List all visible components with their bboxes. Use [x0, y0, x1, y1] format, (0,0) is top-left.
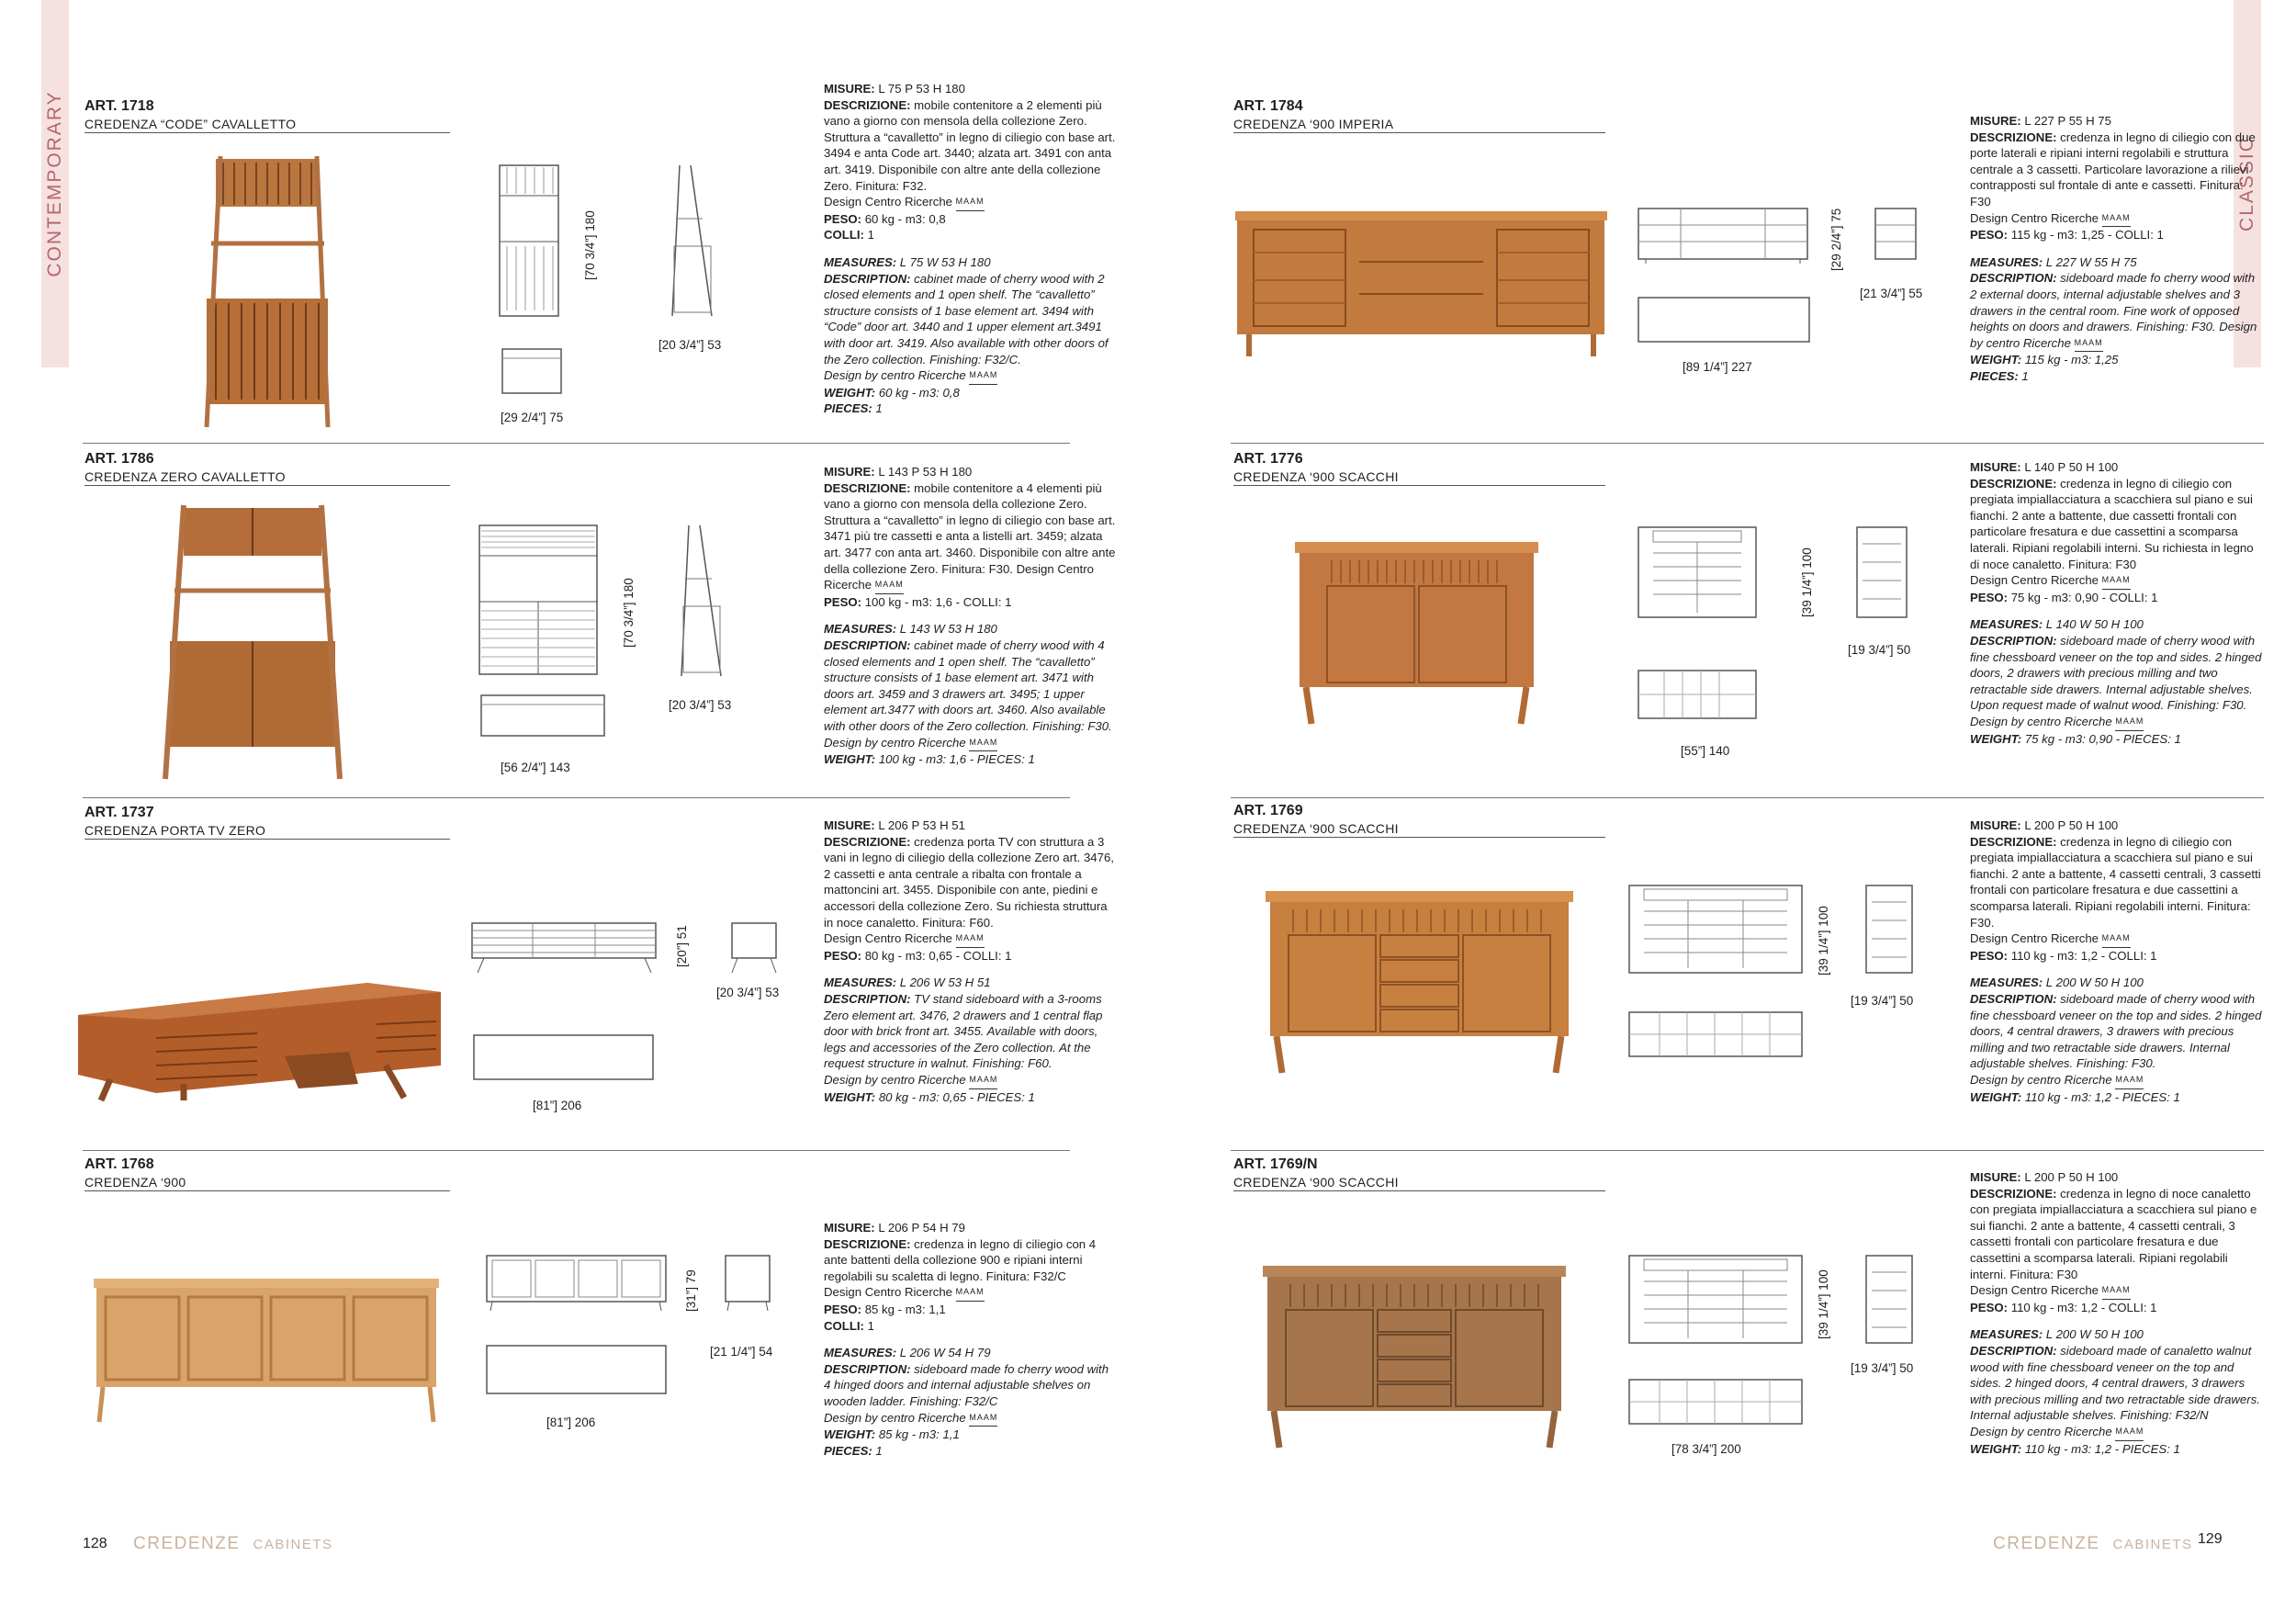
spec-value: L 206 P 53 H 51 — [874, 818, 965, 832]
spec-value: Design by centro Ricerche — [824, 1410, 966, 1425]
top-view-1776 — [1637, 669, 1761, 724]
spec-value: credenza in legno di ciliegio con due porte laterali e ripiani interni regolabili e struttura centrale a 3 cassetti. Particolare lavorazione a rilievi contrapposti sul frontale di ante e cassetti. Finitura: F30 — [1970, 130, 2256, 209]
top-view-1769 — [1627, 1010, 1806, 1061]
spec-value: Design by centro Ricerche — [1970, 1072, 2112, 1087]
spec-value: 100 kg - m3: 1,6 - PIECES: 1 — [875, 752, 1035, 767]
product-description — [824, 464, 1116, 768]
depth-dimension: [19 3/4”] 50 — [1851, 994, 1914, 1008]
product-heading — [84, 1156, 450, 1191]
product-heading — [1233, 802, 1605, 838]
depth-dimension: [20 3/4”] 53 — [669, 698, 732, 712]
spec-label: PESO: — [1970, 228, 2009, 242]
depth-dimension: [20 3/4”] 53 — [716, 986, 780, 999]
article-number: ART. 1769 — [1233, 803, 1303, 818]
spec-label: MEASURES: — [824, 976, 897, 990]
spec-label: DESCRIPTION: — [1970, 991, 2057, 1006]
width-dimension: [81”] 206 — [533, 1099, 582, 1112]
product-description — [1970, 113, 2264, 385]
side-elevation-1769 — [1864, 884, 1918, 980]
side-elevation-1718 — [670, 164, 716, 320]
spec-value: 80 kg - m3: 0,65 - PIECES: 1 — [875, 1089, 1035, 1104]
front-elevation-1769 — [1627, 884, 1806, 980]
description-italian — [824, 818, 1116, 964]
page-number: 129 — [2198, 1531, 2223, 1547]
spec-label: DESCRIZIONE: — [1970, 476, 2057, 491]
section-label: CONTEMPORARY — [44, 90, 65, 277]
height-dimension: [39 1/4”] 100 — [1817, 906, 1830, 976]
spec-value: 115 kg - m3: 1,25 — [2021, 353, 2119, 367]
spec-value: Design by centro Ricerche — [1970, 1424, 2112, 1438]
description-italian — [1970, 459, 2264, 605]
spec-label: MISURE: — [1970, 1170, 2021, 1184]
front-elevation-1786 — [478, 524, 602, 680]
spec-value: 115 kg - m3: 1,25 - COLLI: 1 — [2008, 228, 2164, 242]
spec-label: PESO: — [824, 1302, 862, 1316]
spec-label: MEASURES: — [1970, 254, 2043, 269]
spec-label: WEIGHT: — [1970, 1441, 2022, 1456]
spec-value: 1 — [863, 1318, 874, 1333]
width-dimension: [89 1/4”] 227 — [1683, 360, 1752, 374]
spec-value: Design Centro Ricerche — [1970, 573, 2099, 588]
height-dimension: [70 3/4”] 180 — [583, 210, 597, 280]
spec-value: L 143 W 53 H 180 — [896, 622, 997, 637]
depth-dimension: [19 3/4”] 50 — [1848, 643, 1911, 657]
front-elevation-1737 — [470, 921, 658, 976]
front-elevation-1768 — [485, 1254, 669, 1314]
spec-value: L 143 P 53 H 180 — [874, 465, 973, 479]
row-divider — [1231, 1150, 2264, 1151]
footer-subcategory: CABINETS — [253, 1537, 333, 1552]
spec-value: L 200 P 50 H 100 — [2020, 818, 2119, 832]
top-view-1737 — [472, 1033, 656, 1084]
article-number: ART. 1776 — [1233, 451, 1303, 467]
description-english — [1970, 975, 2264, 1105]
spec-label: MEASURES: — [1970, 976, 2043, 990]
maam-logo: MAAM — [2115, 714, 2144, 731]
product-name: CREDENZA ‘900 — [84, 1175, 186, 1190]
spec-value: 1 — [2018, 368, 2029, 383]
product-name: CREDENZA ZERO CAVALLETTO — [84, 469, 286, 484]
spec-label: WEIGHT: — [824, 385, 876, 400]
spec-label: DESCRIPTION: — [824, 637, 911, 652]
spec-value: credenza in legno di ciliegio con 4 ante battenti della collezione 900 e ripiani interni regolabili su scaletta di legno. Finitura: F32/C — [824, 1236, 1097, 1283]
spec-value: L 140 W 50 H 100 — [2043, 617, 2144, 632]
spec-value: Design Centro Ricerche — [824, 195, 952, 209]
spec-label: MISURE: — [1970, 114, 2021, 128]
row-divider — [83, 1150, 1070, 1151]
spec-value: Design Centro Ricerche — [1970, 210, 2099, 225]
height-dimension: [39 1/4”] 100 — [1817, 1269, 1830, 1339]
spec-value: L 200 W 50 H 100 — [2043, 1327, 2144, 1342]
spec-value: 60 kg - m3: 0,8 — [875, 385, 960, 400]
product-name: CREDENZA ‘900 IMPERIA — [1233, 117, 1394, 131]
spec-value: 110 kg - m3: 1,2 - COLLI: 1 — [2008, 948, 2157, 963]
spec-label: DESCRIZIONE: — [1970, 130, 2057, 144]
product-description — [1970, 459, 2264, 747]
footer-category: CREDENZE — [1993, 1534, 2100, 1553]
depth-dimension: [19 3/4”] 50 — [1851, 1361, 1914, 1375]
width-dimension: [29 2/4”] 75 — [501, 411, 564, 424]
spec-label: WEIGHT: — [1970, 731, 2022, 746]
spec-label: COLLI: — [824, 228, 864, 242]
product-photo-1769 — [1266, 891, 1573, 1075]
product-photo-1737 — [73, 964, 445, 1102]
product-photo-1769n — [1263, 1266, 1566, 1449]
depth-dimension: [20 3/4”] 53 — [658, 338, 722, 352]
spec-value: Design Centro Ricerche — [1970, 1283, 2099, 1298]
spec-label: MISURE: — [824, 82, 875, 96]
spec-value: TV stand sideboard with a 3-rooms Zero element art. 3476, 2 drawers and 1 central flap door with brick front art. 3455. Available with doors, legs and accessories of the Zero collection. At the request structure in walnut. Finishing: F60. — [824, 991, 1103, 1071]
spec-value: 1 — [872, 401, 883, 416]
product-description — [1970, 1169, 2264, 1457]
spec-value: L 75 W 53 H 180 — [896, 254, 991, 269]
spec-label: PIECES: — [824, 1443, 872, 1458]
description-italian — [824, 464, 1116, 610]
spec-label: DESCRIPTION: — [1970, 1343, 2057, 1358]
spec-value: L 200 W 50 H 100 — [2043, 976, 2144, 990]
spec-label: DESCRIZIONE: — [1970, 834, 2057, 849]
article-number: ART. 1786 — [84, 451, 154, 467]
product-heading — [1233, 450, 1605, 486]
spec-value: mobile contenitore a 4 elementi più vano a giorno con mensola della collezione Zero. Struttura a “cavalletto” in legno di ciliegio con base art. 3471 più tre cassetti e anta a listelli art. 3459; alzata art. 3477 con anta art. 3460. Disponibile con altre ante della collezione Zero. Finitura: F30. Design Centro Ricerche — [824, 480, 1116, 592]
spec-label: DESCRIZIONE: — [824, 834, 911, 849]
spec-value: L 227 P 55 H 75 — [2020, 114, 2111, 128]
product-heading — [84, 804, 450, 840]
spec-label: WEIGHT: — [1970, 353, 2022, 367]
spec-value: 110 kg - m3: 1,2 - PIECES: 1 — [2021, 1089, 2180, 1104]
side-elevation-1784 — [1874, 207, 1919, 266]
maam-logo: MAAM — [2115, 1424, 2144, 1441]
spec-value: 60 kg - m3: 0,8 — [861, 211, 946, 226]
product-name: CREDENZA ‘900 SCACCHI — [1233, 1175, 1399, 1190]
product-heading — [1233, 1156, 1605, 1191]
spec-value: L 227 W 55 H 75 — [2043, 254, 2137, 269]
top-view-1768 — [485, 1344, 669, 1399]
product-description — [824, 81, 1116, 417]
spec-label: WEIGHT: — [824, 1089, 876, 1104]
row-divider — [83, 443, 1070, 444]
product-heading — [84, 97, 450, 133]
spec-value: 1 — [863, 228, 874, 242]
article-number: ART. 1784 — [1233, 98, 1303, 114]
spec-label: MEASURES: — [1970, 1327, 2043, 1342]
maam-logo: MAAM — [969, 1072, 997, 1089]
spec-value: cabinet made of cherry wood with 4 closed elements and 1 open shelf. The “cavalletto” structure consists of 1 base element art. 3471 with doors art. 3459 and 3 drawers art. 3495; 1 upper element art.3477 with doors art. 3460. Also available with other doors of the Zero collection. Finishing: F30. — [824, 637, 1112, 733]
width-dimension: [81”] 206 — [546, 1415, 596, 1429]
top-view-1769n — [1627, 1378, 1806, 1428]
spec-label: MEASURES: — [1970, 617, 2043, 632]
product-description — [1970, 818, 2264, 1105]
spec-label: PESO: — [1970, 590, 2009, 604]
top-view-1784 — [1637, 296, 1813, 346]
spec-value: sideboard made fo cherry wood with 2 external doors, internal adjustable shelves and 3 drawers in the central room. Fine work of opposed heights on doors and drawers. Finishing: F30. Design by centro Ricerche — [1970, 271, 2257, 350]
spec-value: 75 kg - m3: 0,90 - COLLI: 1 — [2008, 590, 2158, 604]
maam-logo: MAAM — [956, 930, 985, 948]
spec-label: COLLI: — [824, 1318, 864, 1333]
spec-value: mobile contenitore a 2 elementi più vano a giorno con mensola della collezione Zero. Struttura a “cavalletto” in legno di ciliegio con base art. 3494 e anta Code art. 3440; alzata art. 3491 con anta art. 3419. Disponibile con altre ante della collezione Zero. Finitura: F32. — [824, 97, 1116, 193]
spec-value: Design Centro Ricerche — [824, 1285, 952, 1300]
height-dimension: [31”] 79 — [684, 1269, 698, 1312]
spec-label: MEASURES: — [824, 622, 897, 637]
row-divider — [1231, 797, 2264, 798]
spec-value: L 75 P 53 H 180 — [874, 82, 965, 96]
height-dimension: [70 3/4”] 180 — [622, 578, 636, 648]
spec-value: L 140 P 50 H 100 — [2020, 460, 2119, 474]
spec-value: 75 kg - m3: 0,90 - PIECES: 1 — [2021, 731, 2181, 746]
spec-label: PIECES: — [824, 401, 872, 416]
spec-label: PIECES: — [1970, 368, 2019, 383]
maam-logo: MAAM — [2102, 572, 2131, 590]
spec-value: Design by centro Ricerche — [824, 735, 966, 750]
spec-label: MEASURES: — [824, 1346, 897, 1360]
maam-logo: MAAM — [956, 1284, 985, 1302]
spec-label: PESO: — [1970, 1300, 2009, 1314]
description-italian — [1970, 818, 2264, 964]
spec-value: sideboard made of canaletto walnut wood with fine chessboard veneer on the top and sides. 2 hinged doors, 4 central drawers, 3 drawers with precious milling and two retractable side drawers. Internal adjustable shelves. Finishing: F32/N — [1970, 1343, 2260, 1423]
side-elevation-1776 — [1855, 525, 1910, 626]
spec-label: WEIGHT: — [824, 752, 876, 767]
spec-value: L 206 P 54 H 79 — [874, 1221, 965, 1235]
width-dimension: [55”] 140 — [1681, 744, 1730, 758]
spec-value: 110 kg - m3: 1,2 - COLLI: 1 — [2008, 1300, 2157, 1314]
article-number: ART. 1769/N — [1233, 1156, 1318, 1172]
product-name: CREDENZA “CODE” CAVALLETTO — [84, 117, 297, 131]
spec-value: 100 kg - m3: 1,6 - COLLI: 1 — [861, 594, 1012, 609]
spec-label: WEIGHT: — [1970, 1089, 2022, 1104]
spec-label: DESCRIPTION: — [824, 991, 911, 1006]
spec-label: DESCRIPTION: — [1970, 633, 2057, 648]
spec-value: sideboard made of cherry wood with fine chessboard veneer on the top and sides. 2 hinged doors, 2 drawers with precious milling and two retractable side drawers. Internal adjustable shelves. Upon request made of walnut wood. Finishing: F30. Design by centro Ricerche — [1970, 633, 2262, 728]
maam-logo: MAAM — [2102, 1282, 2131, 1300]
section-label: CLASSIC — [2236, 136, 2257, 231]
spec-label: MISURE: — [824, 1221, 875, 1235]
product-heading — [84, 450, 450, 486]
maam-logo: MAAM — [956, 194, 985, 211]
maam-logo: MAAM — [2075, 335, 2103, 353]
side-elevation-1768 — [724, 1254, 774, 1314]
front-elevation-1718 — [498, 164, 562, 320]
spec-value: sideboard made of cherry wood with fine chessboard veneer on the top and sides. 2 hinged doors, 4 central drawers, 3 drawers with precious milling and two retractable side drawers. Internal adjustable shelves. Finishing: F30. — [1970, 991, 2262, 1071]
section-tab-contemporary — [41, 0, 69, 367]
maam-logo: MAAM — [2102, 930, 2131, 948]
product-photo-1784 — [1235, 211, 1607, 358]
product-description — [824, 1220, 1116, 1459]
spec-label: DESCRIPTION: — [824, 271, 911, 286]
spec-value: credenza in legno di ciliegio con pregiata impiallacciatura a scacchiera sul piano e sui fianchi. 2 ante a battente, 4 cassetti centrali, 3 cassetti frontali con particolare fresatura e due cassettini a scomparsa laterali. Ripiani regolabili interni. Finitura: F30. — [1970, 834, 2261, 930]
spec-value: Design by centro Ricerche — [824, 1072, 966, 1087]
footer-category: CREDENZE — [133, 1534, 241, 1553]
front-elevation-1784 — [1637, 207, 1811, 266]
maam-logo: MAAM — [969, 1410, 997, 1427]
description-italian — [824, 81, 1116, 243]
description-english — [824, 621, 1116, 767]
spec-value: L 206 W 54 H 79 — [896, 1346, 991, 1360]
side-elevation-1769n — [1864, 1254, 1918, 1350]
height-dimension: [29 2/4”] 75 — [1829, 208, 1843, 271]
spec-label: PESO: — [824, 948, 862, 963]
spec-label: DESCRIZIONE: — [824, 97, 911, 112]
side-elevation-1786 — [680, 524, 726, 680]
spec-value: cabinet made of cherry wood with 2 closed elements and 1 open shelf. The “cavalletto” structure consists of 1 base element art. 3494 with “Code” door art. 3440 and 1 upper element art.3491 with door art. 3419. Also available with other doors of the Zero collection. Finishing: F32/C. — [824, 271, 1109, 367]
article-number: ART. 1768 — [84, 1156, 154, 1172]
row-divider — [83, 797, 1070, 798]
spec-label: PESO: — [1970, 948, 2009, 963]
spec-label: DESCRIPTION: — [1970, 271, 2057, 286]
spec-label: PESO: — [824, 211, 862, 226]
spec-label: MISURE: — [824, 465, 875, 479]
top-view-1786 — [479, 694, 608, 739]
side-elevation-1737 — [730, 921, 781, 976]
article-number: ART. 1718 — [84, 98, 154, 114]
footer-subcategory: CABINETS — [2112, 1537, 2193, 1552]
spec-value: 80 kg - m3: 0,65 - COLLI: 1 — [861, 948, 1012, 963]
description-english — [1970, 254, 2264, 385]
width-dimension: [56 2/4”] 143 — [501, 761, 570, 774]
footer-title — [1993, 1534, 2193, 1554]
maam-logo: MAAM — [875, 577, 904, 594]
maam-logo: MAAM — [969, 735, 997, 752]
spec-label: MEASURES: — [824, 254, 897, 269]
spec-value: 1 — [872, 1443, 883, 1458]
spec-value: 110 kg - m3: 1,2 - PIECES: 1 — [2021, 1441, 2180, 1456]
product-photo-1786 — [156, 503, 349, 784]
front-elevation-1769n — [1627, 1254, 1806, 1350]
description-english — [1970, 616, 2264, 747]
product-photo-1718 — [197, 152, 335, 432]
spec-label: WEIGHT: — [824, 1427, 876, 1442]
product-description — [824, 818, 1116, 1105]
spec-value: credenza porta TV con struttura a 3 vani in legno di ciliegio della collezione Zero art. 3476, 2 cassetti e anta centrale a ribalta con frontale a mattoncini art. 3455. Disponibile con ante, piedini e accessori della collezione Zero. Su richiesta struttura in noce canaletto. Finitura: F60. — [824, 834, 1114, 930]
spec-value: credenza in legno di ciliegio con pregiata impiallacciatura a scacchiera sul piano e sui fianchi. 2 ante a battente, due cassetti frontali con particolare fresatura e due cassettini a scomparsa laterali. Ripiani regolabili interni. Su richiesta in legno di noce canaletto. Finitura: F30 — [1970, 476, 2254, 571]
product-photo-1776 — [1295, 542, 1538, 726]
maam-logo: MAAM — [969, 367, 997, 385]
product-photo-1768 — [92, 1277, 441, 1424]
height-dimension: [39 1/4”] 100 — [1800, 547, 1814, 617]
maam-logo: MAAM — [2102, 210, 2131, 228]
spec-value: 85 kg - m3: 1,1 — [875, 1427, 960, 1442]
product-heading — [1233, 97, 1605, 133]
description-english — [824, 254, 1116, 417]
maam-logo: MAAM — [2115, 1072, 2144, 1089]
spec-value: 85 kg - m3: 1,1 — [861, 1302, 946, 1316]
spec-label: MISURE: — [1970, 818, 2021, 832]
depth-dimension: [21 3/4”] 55 — [1860, 287, 1923, 300]
depth-dimension: [21 1/4”] 54 — [710, 1345, 773, 1359]
spec-value: Design by centro Ricerche — [824, 368, 966, 383]
product-name: CREDENZA ‘900 SCACCHI — [1233, 821, 1399, 836]
top-view-1718 — [501, 347, 565, 398]
description-italian — [1970, 113, 2264, 243]
spec-label: PESO: — [824, 594, 862, 609]
spec-label: MISURE: — [824, 818, 875, 832]
spec-value: Design Centro Ricerche — [824, 931, 952, 946]
spec-value: L 200 P 50 H 100 — [2020, 1170, 2119, 1184]
spec-value: credenza in legno di noce canaletto con pregiata impiallacciatura a scacchiera sul piano e sui fianchi. 2 ante a battente, 4 cassetti centrali, 3 cassetti frontali con particolare fresatura e due cassettini a scomparsa laterali. Ripiani regolabili interni. Finitura: F30 — [1970, 1186, 2257, 1281]
spec-value: Design Centro Ricerche — [1970, 931, 2099, 946]
spec-label: MISURE: — [1970, 460, 2021, 474]
spec-label: DESCRIZIONE: — [1970, 1186, 2057, 1201]
height-dimension: [20”] 51 — [675, 925, 689, 967]
front-elevation-1776 — [1637, 525, 1761, 626]
product-name: CREDENZA ‘900 SCACCHI — [1233, 469, 1399, 484]
description-english — [824, 1345, 1116, 1459]
description-italian — [1970, 1169, 2264, 1315]
footer-title — [133, 1534, 333, 1554]
spec-value: sideboard made fo cherry wood with 4 hinged doors and internal adjustable shelves on wooden ladder. Finishing: F32/C — [824, 1361, 1109, 1408]
article-number: ART. 1737 — [84, 805, 154, 820]
row-divider — [1231, 443, 2264, 444]
spec-label: DESCRIZIONE: — [824, 480, 911, 495]
spec-label: DESCRIZIONE: — [824, 1236, 911, 1251]
description-english — [824, 975, 1116, 1105]
product-name: CREDENZA PORTA TV ZERO — [84, 823, 266, 838]
width-dimension: [78 3/4”] 200 — [1671, 1442, 1741, 1456]
spec-label: DESCRIPTION: — [824, 1361, 911, 1376]
spec-value: L 206 W 53 H 51 — [896, 976, 991, 990]
description-english — [1970, 1326, 2264, 1457]
page-number: 128 — [83, 1536, 107, 1551]
description-italian — [824, 1220, 1116, 1334]
